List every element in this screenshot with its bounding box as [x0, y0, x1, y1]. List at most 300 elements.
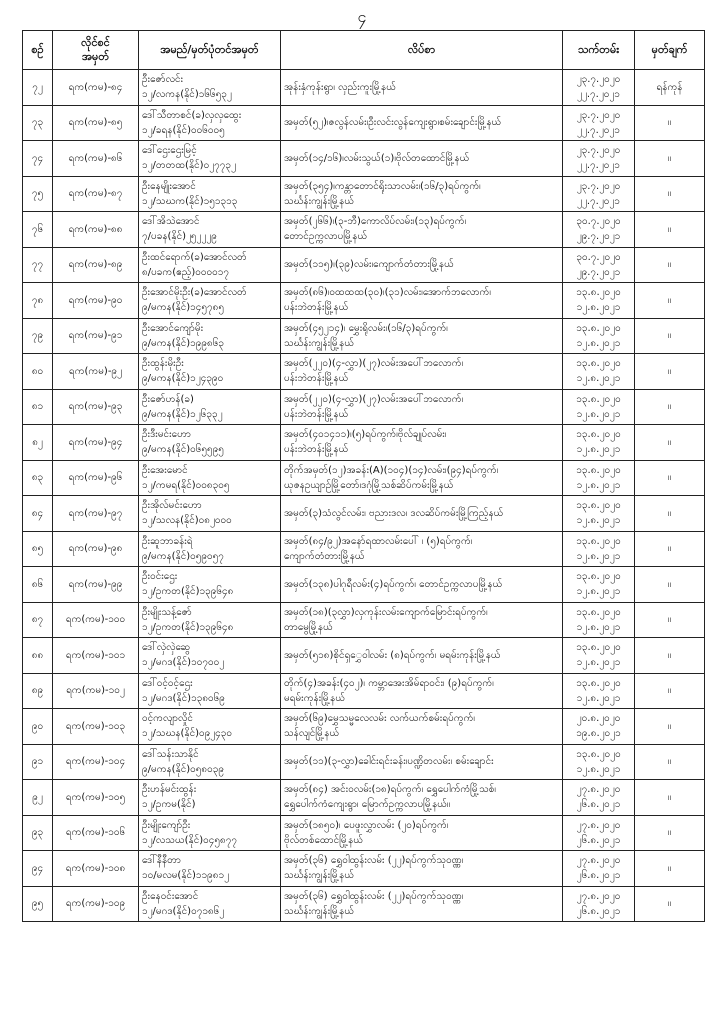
address-cell [281, 602, 563, 638]
table-header-row [23, 31, 705, 70]
serial-cell [23, 496, 53, 532]
license-number: ရက(ကမ)-၈၈ [68, 223, 123, 235]
validity-cell [563, 105, 635, 141]
person-name: ဒေါ်လှဲလှဲဆွေ [142, 642, 191, 654]
validity-start: ၂၃.၇.၂၀၂၀ [576, 74, 621, 86]
remark-text: ။ [667, 827, 672, 839]
address-line-1: အမှတ်(၅၂)၊ဇလွန်လမ်း၊ဦးလင်းလွန်ကျေးရွာ၊စမ်းချောင်းမြို့နယ် [284, 117, 502, 129]
serial-cell [23, 318, 53, 354]
validity-start: ၁၃.၈.၂၀၂၀ [576, 322, 621, 334]
address-cell [281, 851, 563, 887]
validity-cell [563, 318, 635, 354]
validity-start: ၁၃.၈.၂၀၂၀ [576, 358, 621, 370]
nrc-number: ၁၂/မဂဒ(နိုင်)၁၀၇၀၀၂ [142, 657, 225, 669]
validity-cell [563, 70, 635, 106]
name-cell [139, 886, 281, 922]
table-row [23, 318, 705, 354]
serial-number: ၉၁ [31, 756, 44, 768]
license-number: ရက(ကမ)-၁၀၄ [65, 756, 126, 768]
serial-cell [23, 425, 53, 461]
address-line-1: အမှတ်(၃၆) ရွှေဝါထွန်းလမ်း (၂၂)ရပ်ကွက်သုဝဏ္ဏ၊ [284, 890, 464, 902]
nrc-number: ၁၂/ဥကတ(နိုင်)၁၃၉၆၄၈ [142, 621, 234, 633]
license-cell [53, 460, 139, 496]
license-cell [53, 425, 139, 461]
name-cell [139, 638, 281, 674]
license-cell [53, 531, 139, 567]
address-line-1: အမှတ်(၁၃၈)ပါဂုရီလမ်း(၄)ရပ်ကွက်၊ တောင်ဥက္ကလာပမြို့နယ် [284, 578, 503, 590]
serial-number: ၈၀ [31, 365, 44, 377]
table-row [23, 744, 705, 780]
remark-cell [635, 212, 705, 248]
license-cell [53, 602, 139, 638]
header-remark: မှတ်ချက် [635, 31, 705, 70]
license-number: ရက(ကမ)-၁၀၀ [65, 614, 126, 626]
remark-text: ။ [667, 614, 672, 626]
remark-cell [635, 496, 705, 532]
person-name: ဦးထင်ရောက်(ခ)အောင်လတ် [142, 251, 247, 263]
person-name: ဦးအောင်ကျော်မိုး [142, 322, 204, 334]
address-line-1: အမှတ်(၁၈)(၃လွှာ)လှကုန်းလမ်းကျောက်မြောင်းရပ်ကွက်၊ [284, 606, 488, 618]
nrc-number: ၁၂/ဥကမ(နိုင်) [142, 799, 196, 811]
person-name: ဦးနေမျိုးအောင် [142, 180, 196, 192]
table-row [23, 886, 705, 922]
name-cell [139, 744, 281, 780]
person-name: ဦးအေးမောင် [142, 464, 188, 476]
license-cell [53, 318, 139, 354]
nrc-number: ၁၂/မဂဒ(နိုင်)၁၃၈၀၆၉ [142, 692, 225, 704]
validity-start: ၁၃.၈.၂၀၂၀ [576, 287, 621, 299]
validity-start: ၂၇.၈.၂၀၂၀ [576, 819, 621, 831]
table-row [23, 141, 705, 177]
address-line-2: သန်လျင်မြို့နယ် [284, 728, 340, 740]
license-number: ရက(ကမ)-၉၆ [68, 472, 123, 484]
serial-cell [23, 247, 53, 283]
validity-cell [563, 389, 635, 425]
license-number: ရက(ကမ)-၉၂ [69, 365, 122, 377]
remark-cell [635, 886, 705, 922]
address-line-1: အုန်းနှံကုန်းရွာ၊ လှည်းကူးမြို့နယ် [284, 81, 396, 93]
license-number: ရက(ကမ)-၁၀၅ [65, 791, 126, 803]
validity-end: ၂၆.၈.၂၀၂၁ [576, 905, 621, 917]
validity-cell [563, 567, 635, 603]
remark-cell [635, 70, 705, 106]
table-row [23, 283, 705, 319]
remark-text: ။ [667, 756, 672, 768]
remark-cell [635, 247, 705, 283]
person-name: ဦးမျိုးကျော်ဦး [142, 819, 191, 831]
name-cell [139, 602, 281, 638]
address-line-1: အမှတ်(၃)သံလွင်လမ်း၊ ဗညားဒလ၊ ဒလဆိပ်ကမ်းမြို့ကြည့်နယ် [284, 507, 504, 519]
nrc-number: ၁၀/မလမ(နိုင်)၁၁၉၈၁၂ [142, 870, 230, 882]
header-serial: စဉ် [23, 31, 53, 70]
name-cell [139, 851, 281, 887]
serial-cell [23, 70, 53, 106]
address-cell [281, 141, 563, 177]
validity-end: ၂၂.၇.၂၀၂၁ [577, 124, 620, 136]
address-cell [281, 638, 563, 674]
serial-cell [23, 638, 53, 674]
person-name: ဦးနေဝင်းအောင် [142, 890, 199, 902]
address-line-1: အမှတ်(၁၄/၁၆)၊လမ်းသွယ်(၁)၊ဗိုလ်တထောင်မြို့နယ် [284, 152, 470, 164]
license-number: ရက(ကမ)-၈၉ [68, 259, 123, 271]
address-line-1: အမှတ်(၁၈၅၀)၊ ပေဖူးလွှာလမ်း (၂၀)ရပ်ကွက်၊ [284, 819, 449, 831]
validity-cell [563, 851, 635, 887]
license-cell [53, 354, 139, 390]
table-row [23, 531, 705, 567]
address-line-2: သင်္ဃန်းကျွန်းမြို့နယ် [284, 905, 355, 917]
license-number: ရက(ကမ)-၉၉ [68, 578, 123, 590]
remark-text: ။ [667, 188, 672, 200]
validity-cell [563, 602, 635, 638]
validity-start: ၂၃.၇.၂၀၂၀ [576, 180, 621, 192]
validity-start: ၂၇.၈.၂၀၂၀ [576, 784, 621, 796]
address-cell [281, 780, 563, 816]
validity-cell [563, 531, 635, 567]
nrc-number: ၈/ပခက(ဧည့်)၀၀၀၀၁၇ [142, 266, 230, 278]
validity-cell [563, 780, 635, 816]
person-name: ဝင့်ကလျာလှိုင် [142, 713, 193, 725]
address-line-2: တာမွေမြို့နယ် [284, 621, 333, 633]
serial-cell [23, 141, 53, 177]
remark-text: ။ [667, 365, 672, 377]
person-name: ဒေါ်နီနီတာ [142, 855, 181, 867]
license-number: ရက(ကမ)-၈၄ [68, 81, 123, 93]
license-cell [53, 389, 139, 425]
remark-cell [635, 602, 705, 638]
remark-text: ။ [667, 685, 672, 697]
nrc-number: ၉/မကန(နိုင်)၀၅၉၀၅၇ [142, 550, 224, 562]
license-number: ရက(ကမ)-၈၇ [68, 188, 123, 200]
serial-cell [23, 567, 53, 603]
license-number: ရက(ကမ)-၉၇ [68, 507, 123, 519]
license-number: ရက(ကမ)-၉၃ [68, 401, 123, 413]
license-cell [53, 105, 139, 141]
license-number: ရက(ကမ)-၉၄ [68, 436, 123, 448]
remark-cell [635, 354, 705, 390]
name-cell [139, 70, 281, 106]
validity-end: ၁၂.၈.၂၀၂၁ [576, 763, 621, 775]
address-line-2: တောင်ဥက္ကလာပမြို့နယ် [284, 231, 368, 243]
remark-cell [635, 709, 705, 745]
validity-end: ၁၂.၈.၂၀၂၁ [576, 337, 621, 349]
table-row [23, 673, 705, 709]
validity-cell [563, 354, 635, 390]
validity-cell [563, 673, 635, 709]
header-validity: သက်တမ်း [563, 31, 635, 70]
address-cell [281, 389, 563, 425]
address-line-1: အမှတ်(၈၄) အင်းဝလမ်း(၁၈)ရပ်ကွက်၊ ရွှေပေါက်ကံမြို့သစ်၊ [284, 784, 496, 796]
table-row [23, 780, 705, 816]
serial-number: ၈၆ [31, 578, 44, 590]
remark-cell [635, 851, 705, 887]
address-line-1: အမှတ်(၃၅၄)၊ကန္တာတောင်ရိုးသာလမ်း၊(၁၆/၃)ရပ်ကွက်၊ [284, 180, 481, 192]
address-line-1: အမှတ်(၄၅၂၁၄)၊ မွှေးရိုလမ်း၊(၁၆/၃)ရပ်ကွက်၊ [284, 322, 448, 334]
person-name: ဦးမျိုးသန့်ဇော် [142, 606, 192, 618]
serial-number: ၈၇ [31, 614, 44, 626]
license-number: ရက(ကမ)-၁၀၂ [66, 685, 125, 697]
serial-cell [23, 744, 53, 780]
address-line-1: အမှတ်(၆၉)မွှေသမ္မလေလမ်း လက်ယက်စမ်းရပ်ကွက်၊ [284, 713, 475, 725]
address-cell [281, 673, 563, 709]
validity-start: ၃၀.၇.၂၀၂၀ [576, 216, 621, 228]
validity-start: ၂၃.၇.၂၀၂၀ [576, 145, 621, 157]
remark-cell [635, 815, 705, 851]
validity-start: ၁၃.၈.၂၀၂၀ [576, 606, 621, 618]
name-cell [139, 354, 281, 390]
person-name: ဒေါ်အိသဲအောင် [142, 216, 200, 228]
remark-text: ။ [667, 862, 672, 874]
name-cell [139, 780, 281, 816]
validity-start: ၂၃.၇.၂၀၂၀ [576, 109, 621, 121]
validity-end: ၁၂.၈.၂၀၂၁ [576, 550, 621, 562]
validity-start: ၁၃.၈.၂၀၂၀ [576, 429, 621, 441]
validity-end: ၂၂.၇.၂၀၂၁ [577, 195, 620, 207]
remark-cell [635, 460, 705, 496]
license-cell [53, 638, 139, 674]
serial-cell [23, 531, 53, 567]
serial-cell [23, 176, 53, 212]
serial-number: ၉၀ [31, 720, 44, 732]
address-cell [281, 496, 563, 532]
table-row [23, 460, 705, 496]
nrc-number: ၁၂/သလန(နိုင်)၀၈၂၀၀၀ [142, 515, 232, 527]
remark-text: ။ [667, 649, 672, 661]
header-address: လိပ်စာ [281, 31, 563, 70]
address-cell [281, 247, 563, 283]
validity-end: ၁၂.၈.၂၀၂၁ [576, 408, 621, 420]
serial-cell [23, 212, 53, 248]
nrc-number: ၉/မကန(နိုင်)၀၆၅၅၉၅ [142, 444, 224, 456]
validity-start: ၁၃.၈.၂၀၂၀ [576, 748, 621, 760]
name-cell [139, 567, 281, 603]
serial-number: ၉၃ [31, 827, 44, 839]
license-cell [53, 815, 139, 851]
remark-cell [635, 567, 705, 603]
serial-cell [23, 815, 53, 851]
address-line-1: အမှတ်(၁၁၅)၊(၃၉)လမ်း၊ကျောက်တံတားမြို့နယ် [284, 259, 454, 271]
validity-end: ၁၉.၈.၂၀၂၁ [576, 728, 621, 740]
person-name: ဦးဝင်းဌေး [142, 571, 178, 583]
serial-number: ၈၈ [31, 649, 44, 661]
name-cell [139, 176, 281, 212]
validity-start: ၁၃.၈.၂၀၂၀ [576, 571, 621, 583]
remark-text: ။ [667, 898, 672, 910]
remark-cell [635, 389, 705, 425]
license-cell [53, 709, 139, 745]
address-line-1: အမှတ်(၁၁)(၃-လွှာ)ခေါင်းရင်းခန်း၊ပဏ္ဍိတလမ်း၊ စမ်းချောင်း [284, 756, 494, 768]
validity-cell [563, 176, 635, 212]
validity-cell [563, 247, 635, 283]
license-number: ရက(ကမ)-၉၁ [68, 330, 123, 342]
validity-end: ၁၂.၈.၂၀၂၁ [576, 444, 621, 456]
address-line-2: မရမ်းကုန်းမြို့နယ် [284, 692, 346, 704]
license-number: ရက(ကမ)-၁၀၆ [65, 827, 126, 839]
serial-number: ၉၄ [31, 862, 44, 874]
serial-number: ၈၄ [31, 507, 44, 519]
serial-number: ၉၅ [31, 898, 44, 910]
validity-cell [563, 744, 635, 780]
name-cell [139, 283, 281, 319]
remark-cell [635, 176, 705, 212]
serial-number: ၇၂ [32, 81, 43, 93]
remark-text: ။ [667, 472, 672, 484]
address-line-2: သင်္ဃန်းကျွန်းမြို့နယ် [284, 337, 355, 349]
license-number: ရက(ကမ)-၁၀၁ [65, 649, 126, 661]
serial-number: ၇၃ [31, 117, 44, 129]
table-row [23, 638, 705, 674]
validity-cell [563, 638, 635, 674]
serial-cell [23, 886, 53, 922]
validity-end: ၂၉.၇.၂၀၂၁ [576, 266, 621, 278]
remark-cell [635, 425, 705, 461]
license-cell [53, 886, 139, 922]
table-row [23, 602, 705, 638]
address-line-1: အမှတ်(၈၆)၊၀ထထထ(၃၀)၊(၃၁)လမ်း၊အောက်ဘလောက်၊ [284, 287, 491, 299]
remark-text: ။ [667, 436, 672, 448]
serial-number: ၈၃ [31, 472, 44, 484]
person-name: ဦးဇော်ဟန်(ခ) [142, 393, 194, 405]
name-cell [139, 709, 281, 745]
nrc-number: ၁၂/လသယ(နိုင်)၀၄၅၈၇၇ [142, 834, 238, 846]
person-name: ဦးအိုလ်မင်းဟော [142, 500, 202, 512]
table-row [23, 176, 705, 212]
name-cell [139, 212, 281, 248]
address-line-1: အမှတ်(၅၁၈)စိုင်ရှွှေဝါလမ်း (၈)ရပ်ကွက်၊ မရမ်းကုန်းမြို့နယ် [284, 649, 501, 661]
validity-cell [563, 425, 635, 461]
nrc-number: ၉/မကန(နိုင်)၀၅၈၀၃၉ [142, 763, 225, 775]
serial-cell [23, 460, 53, 496]
person-name: ဦးဟန်မင်းထွန်း [142, 784, 197, 796]
person-name: ဦးထွန်းမိုးဦး [142, 358, 184, 370]
address-cell [281, 283, 563, 319]
validity-end: ၂၂.၇.၂၀၂၁ [577, 160, 620, 172]
table-row [23, 247, 705, 283]
serial-number: ၈၉ [31, 685, 44, 697]
validity-cell [563, 460, 635, 496]
license-table [22, 30, 705, 922]
address-cell [281, 815, 563, 851]
table-row [23, 851, 705, 887]
nrc-number: ၁၂/ကမရ(နိုင်)၀၀၈၃၀၅ [142, 479, 230, 491]
address-line-2: သင်္ဃန်းကျွန်းမြို့နယ် [284, 195, 355, 207]
person-name: ဦးဇော်လင်း [142, 74, 184, 86]
address-cell [281, 176, 563, 212]
serial-number: ၇၅ [31, 188, 44, 200]
address-cell [281, 105, 563, 141]
validity-start: ၁၃.၈.၂၀၂၀ [576, 464, 621, 476]
license-cell [53, 247, 139, 283]
serial-cell [23, 709, 53, 745]
address-line-1: အမှတ်(၂၆၆)၊(၃-ဘီ)ကောလိပ်လမ်း၊(၁၃)ရပ်ကွက်၊ [284, 216, 467, 228]
address-line-2: သင်္ဃန်းကျွန်းမြို့နယ် [284, 870, 355, 882]
remark-cell [635, 105, 705, 141]
remark-text: ။ [667, 294, 672, 306]
serial-cell [23, 673, 53, 709]
validity-end: ၁၂.၈.၂၀၂၁ [576, 692, 621, 704]
table-row [23, 815, 705, 851]
address-cell [281, 425, 563, 461]
serial-number: ၇၆ [31, 223, 44, 235]
address-line-1: အမှတ်(၈၄/၉၂)အနော်ရထာလမ်းပေါ် ၊ (၅)ရပ်ကွက်၊ [284, 535, 473, 547]
remark-text: ။ [667, 330, 672, 342]
person-name: ဦးအောင်မိုးဦး(ခ)အောင်လတ် [142, 287, 247, 299]
license-cell [53, 780, 139, 816]
license-cell [53, 176, 139, 212]
address-cell [281, 744, 563, 780]
validity-start: ၁၃.၈.၂၀၂၀ [576, 642, 621, 654]
address-line-1: တိုက်အမှတ်(၁၂)အခန်း(A)(၁၀၄)(၁၄)လမ်း၊(၉၄)ရပ်ကွက်၊ [284, 464, 499, 476]
address-cell [281, 318, 563, 354]
address-line-1: အမှတ်(၂၂၀)(၄-လွှာ)(၂၇)လမ်းအပေါ်ဘလောက်၊ [284, 393, 464, 405]
nrc-number: ၇/ပခန(နိုင်)၂၅၂၂၂၉ [142, 231, 217, 243]
validity-start: ၂၇.၈.၂၀၂၀ [576, 855, 621, 867]
nrc-number: ၁၂/တတထ(နိုင်)၀၂၇၇၃၂ [142, 160, 236, 172]
license-number: ရက(ကမ)-၁၀၉ [65, 898, 126, 910]
remark-cell [635, 318, 705, 354]
license-number: ရက(ကမ)-၈၆ [68, 152, 123, 164]
table-row [23, 389, 705, 425]
remark-text: ရန်ကုန် [656, 81, 683, 93]
address-line-2: ပန်းဘဲတန်းမြို့နယ် [284, 302, 349, 314]
validity-cell [563, 141, 635, 177]
nrc-number: ၁၂/သဃက(နိုင်)၁၅၁၃၁၃ [142, 195, 238, 207]
license-number: ရက(ကမ)-၉၀ [68, 294, 123, 306]
address-cell [281, 886, 563, 922]
remark-text: ။ [667, 720, 672, 732]
name-cell [139, 141, 281, 177]
person-name: ဒေါ်သန်းသာနိုင် [142, 748, 199, 760]
table-row [23, 212, 705, 248]
table-row [23, 496, 705, 532]
validity-start: ၂၀.၈.၂၀၂၀ [576, 713, 621, 725]
table-row [23, 567, 705, 603]
name-cell [139, 425, 281, 461]
table-row [23, 70, 705, 106]
license-number: ရက(ကမ)-၈၅ [68, 117, 123, 129]
nrc-number: ၉/မကန(နိုင်)၁၂၆၃၃၂ [142, 408, 223, 420]
serial-cell [23, 105, 53, 141]
license-number: ရက(ကမ)-၁၀၃ [65, 720, 126, 732]
table-row [23, 354, 705, 390]
serial-number: ၇၈ [31, 294, 44, 306]
address-line-2: ကျောက်တံတားမြို့နယ် [284, 550, 365, 562]
name-cell [139, 247, 281, 283]
nrc-number: ၁၂/ဥကတ(နိုင်)၁၃၉၆၄၈ [142, 586, 234, 598]
license-cell [53, 673, 139, 709]
serial-cell [23, 389, 53, 425]
name-cell [139, 673, 281, 709]
name-cell [139, 389, 281, 425]
serial-number: ၈၅ [31, 543, 44, 555]
license-cell [53, 283, 139, 319]
validity-start: ၁၃.၈.၂၀၂၀ [576, 535, 621, 547]
remark-text: ။ [667, 543, 672, 555]
remark-text: ။ [667, 152, 672, 164]
remark-text: ။ [667, 259, 672, 271]
header-license-no: လိုင်စင် အမှတ် [53, 31, 139, 70]
remark-cell [635, 744, 705, 780]
serial-number: ၈၂ [32, 436, 43, 448]
address-cell [281, 531, 563, 567]
license-cell [53, 567, 139, 603]
validity-start: ၁၃.၈.၂၀၂၀ [576, 393, 621, 405]
validity-end: ၁၂.၈.၂၀၂၁ [576, 302, 621, 314]
remark-text: ။ [667, 507, 672, 519]
person-name: ဒေါ်ဝင့်ဝင့်ဌေး [142, 677, 193, 689]
person-name: ဒေါ်ဌေးဌေးမြင့် [142, 145, 197, 157]
name-cell [139, 531, 281, 567]
serial-number: ၇၄ [31, 152, 44, 164]
